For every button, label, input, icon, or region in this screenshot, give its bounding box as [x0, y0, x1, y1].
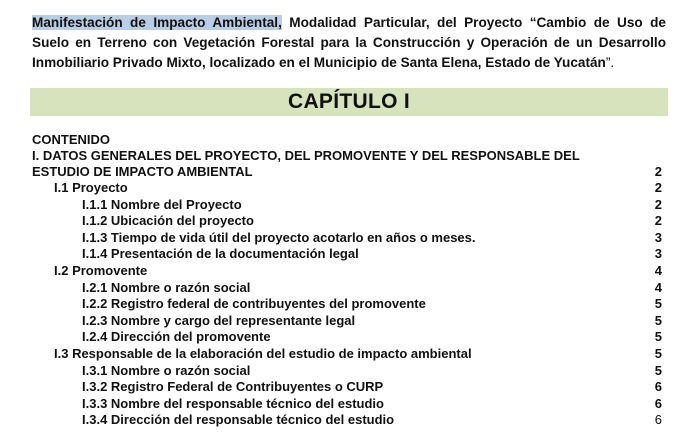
toc-entry[interactable]	[32, 329, 666, 346]
toc-entry[interactable]	[32, 246, 666, 263]
header-text: Modalidad Particular, del Proyecto “Cambio de Uso de Suelo en Terreno con Vegetación Forestal para la Construcción y Operación de un Desarrollo Inmobiliario Privado Mixto, localizado en el Municipio de Santa Elena, Estado de Yucatán	[32, 15, 666, 70]
toc-entry[interactable]	[32, 213, 666, 230]
toc-entry[interactable]	[32, 180, 666, 197]
toc-entry[interactable]	[32, 346, 666, 363]
toc-entry-page: 2	[654, 213, 662, 229]
toc-entry-label: I.3.4 Dirección del responsable técnico del estudio	[82, 412, 395, 428]
toc-entry-page: 3	[654, 229, 662, 245]
toc-entry-page: 6	[654, 379, 662, 395]
toc-entry-label: I.2.2 Registro federal de contribuyentes del promovente	[82, 296, 426, 312]
toc-entry[interactable]	[32, 263, 666, 280]
toc-entry-page: 5	[654, 362, 662, 378]
toc-entry[interactable]	[32, 363, 666, 380]
toc-entry-page: 5	[654, 329, 662, 345]
toc-entry-page: 2	[654, 196, 662, 212]
toc-entry-label: I.1.3 Tiempo de vida útil del proyecto acotarlo en años o meses.	[82, 229, 476, 245]
toc-section-title-line1: I. DATOS GENERALES DEL PROYECTO, DEL PROMOVENTE Y DEL RESPONSABLE DEL	[32, 148, 580, 163]
toc-entry-page: 5	[654, 312, 662, 328]
toc-section-i[interactable]	[32, 148, 666, 180]
toc-section-page: 2	[654, 164, 662, 179]
toc-entry-page: 4	[654, 262, 662, 278]
toc-entry-label: I.1 Proyecto	[54, 180, 128, 195]
toc-entry-page: 5	[654, 345, 662, 361]
toc-entry[interactable]	[32, 396, 666, 413]
toc-entry-page: 6	[654, 412, 662, 428]
toc-heading: CONTENIDO	[32, 132, 110, 147]
toc-entry-label: I.2.1 Nombre o razón social	[82, 279, 251, 295]
toc-entry[interactable]	[32, 313, 666, 330]
toc-entry-label: I.1.2 Ubicación del proyecto	[82, 213, 254, 229]
toc-entry[interactable]	[32, 230, 666, 247]
toc-section-title-line2: ESTUDIO DE IMPACTO AMBIENTAL	[32, 164, 253, 179]
chapter-title: CAPÍTULO I	[30, 88, 668, 116]
toc-entry[interactable]	[32, 280, 666, 297]
toc-entry-page: 3	[654, 246, 662, 262]
toc-entry-page: 4	[654, 279, 662, 295]
toc-entry-label: I.3.3 Nombre del responsable técnico del estudio	[82, 395, 384, 411]
header-close-quote: ”.	[605, 55, 615, 70]
toc-entry-page: 2	[654, 180, 662, 195]
toc-entry[interactable]	[32, 412, 666, 429]
toc-entry-page: 5	[654, 296, 662, 312]
toc-entry[interactable]	[32, 296, 666, 313]
highlighted-title: Manifestación de Impacto Ambiental,	[32, 15, 282, 30]
toc-entry[interactable]	[32, 379, 666, 396]
toc-entry-page: 6	[654, 395, 662, 411]
toc-entry-label: I.3.2 Registro Federal de Contribuyentes o CURP	[82, 379, 384, 395]
toc-entry-label: I.2.3 Nombre y cargo del representante legal	[82, 312, 356, 328]
table-of-contents	[32, 132, 666, 429]
toc-entry-label: I.3.1 Nombre o razón social	[82, 362, 251, 378]
toc-entry-label: I.3 Responsable de la elaboración del estudio de impacto ambiental	[54, 345, 472, 361]
toc-entry[interactable]	[32, 197, 666, 214]
toc-entry-label: I.2 Promovente	[54, 262, 148, 278]
document-header	[32, 13, 666, 73]
toc-entry-label: I.2.4 Dirección del promovente	[82, 329, 271, 345]
toc-entry-label: I.1.4 Presentación de la documentación legal	[82, 246, 359, 262]
toc-entry-label: I.1.1 Nombre del Proyecto	[82, 196, 242, 212]
